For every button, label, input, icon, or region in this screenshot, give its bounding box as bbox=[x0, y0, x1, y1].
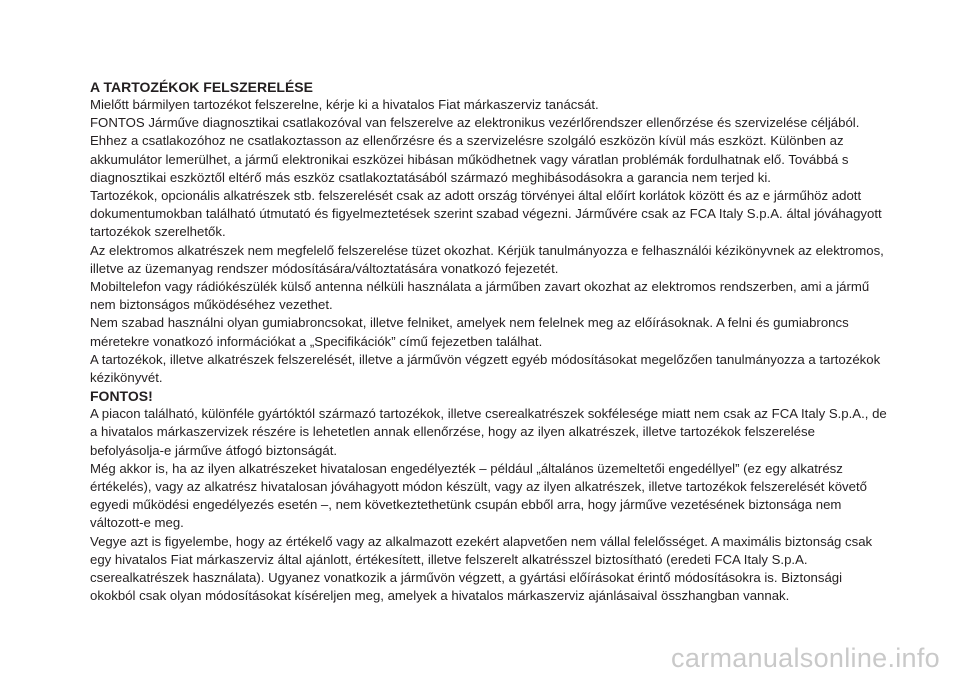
site-watermark: carmanualsonline.info bbox=[671, 643, 940, 673]
paragraph-electrical: Az elektromos alkatrészek nem megfelelő felszerelése tüzet okozhat. Kérjük tanulmányozza e felhasználói kézikönyvnek az elektromos, illetve az üzemanyag rendszer módosítására/változtatására vonatkozó fejezetét. bbox=[90, 242, 884, 276]
important-heading: FONTOS! bbox=[90, 388, 153, 405]
paragraph-approval: Még akkor is, ha az ilyen alkatrészeket hivatalosan engedélyezték – például „általános üzemeltetői engedéllyel” (ez egy alkatrész értékelés), vagy az alkatrész hivatalosan jóváhagyott módon készült, vagy az ilyen alkatrészek, illetve tartozékok felszerelését követő egyedi működési engedélyezés esetén –, nem következtethetünk csupán ebből arra, hogy járműve vezetésének biztonsága nem változott-e meg. bbox=[90, 460, 867, 531]
paragraph-mobile: Mobiltelefon vagy rádiókészülék külső antenna nélküli használata a járműben zavart okozhat az elektromos rendszerben, ami a jármű nem biztonságos működéséhez vezethet. bbox=[90, 279, 870, 313]
paragraph-diagnostic: FONTOS Járműve diagnosztikai csatlakozóval van felszerelve az elektronikus vezérlőrendszer ellenőrzése és szervizelése céljából. Ehhez a csatlakozóhoz ne csatlakoztasson az ellenőrzésre és a szervizelésre szolgáló eszközön kívül más eszközt. Különben az akkumulátor lemerülhet, a jármű elektronikai eszközei hibásan működhetnek vagy váratlan problémák fordulhatnak elő. Továbbá s diagnosztikai eszköztől eltérő más eszköz csatlakoztatásából származó meghibásodásokra a garancia nem terjed ki. bbox=[90, 115, 860, 185]
paragraph-safety: Vegye azt is figyelembe, hogy az értékelő vagy az alkalmazott ezekért alapvetően nem vállal felelősséget. A maximális biztonság csak egy hivatalos Fiat márkaszerviz által ajánlott, értékesített, illetve felszerelt alkatrésszel biztosítható (eredeti FCA Italy S.p.A. cserealkatrészek használata). Ugyanez vonatkozik a járművön végzett, a gyártási előírásokat érintő módosításokra is. Biztonsági okokból csak olyan módosításokat kíséreljen meg, amelyek a hivatalos márkaszerviz ajánlásaival összhangban vannak. bbox=[90, 533, 873, 604]
paragraph-tyres: Nem szabad használni olyan gumiabroncsokat, illetve felniket, amelyek nem felelnek meg az előírásoknak. A felni és gumiabroncs méretekre vonatkozó információkat a „Specifikációk” című fejezetben találhat. bbox=[90, 315, 849, 349]
paragraph-market: A piacon található, különféle gyártóktól származó tartozékok, illetve cserealkatrészek sokfélesége miatt nem csak az FCA Italy S.p.A., de a hivatalos márkaszervizek részére is lehetetlen annak ellenőrzése, hogy az ilyen alkatrészek, illetve tartozékok felszerelése befolyásolja-e járműve átfogó biztonságát. bbox=[90, 406, 887, 458]
paragraph-modifications: A tartozékok, illetve alkatrészek felszerelését, illetve a járművön végzett egyéb módosításokat megelőzően tanulmányozza a tartozékok kézikönyvét. bbox=[90, 351, 881, 386]
paragraph-intro: Mielőtt bármilyen tartozékot felszerelne, kérje ki a hivatalos Fiat márkaszerviz tanácsát. bbox=[90, 97, 599, 112]
paragraph-accessories: Tartozékok, opcionális alkatrészek stb. felszerelését csak az adott ország törvényei által előírt korlátok között és az e járműhöz adott dokumentumokban található útmutató és figyelmeztetések szerint szabad végezni. Járművére csak az FCA Italy S.p.A. által jóváhagyott tartozékok szerelhetők. bbox=[90, 188, 882, 240]
section-heading: A TARTOZÉKOK FELSZERELÉSE bbox=[90, 79, 313, 95]
manual-page bbox=[90, 78, 890, 605]
